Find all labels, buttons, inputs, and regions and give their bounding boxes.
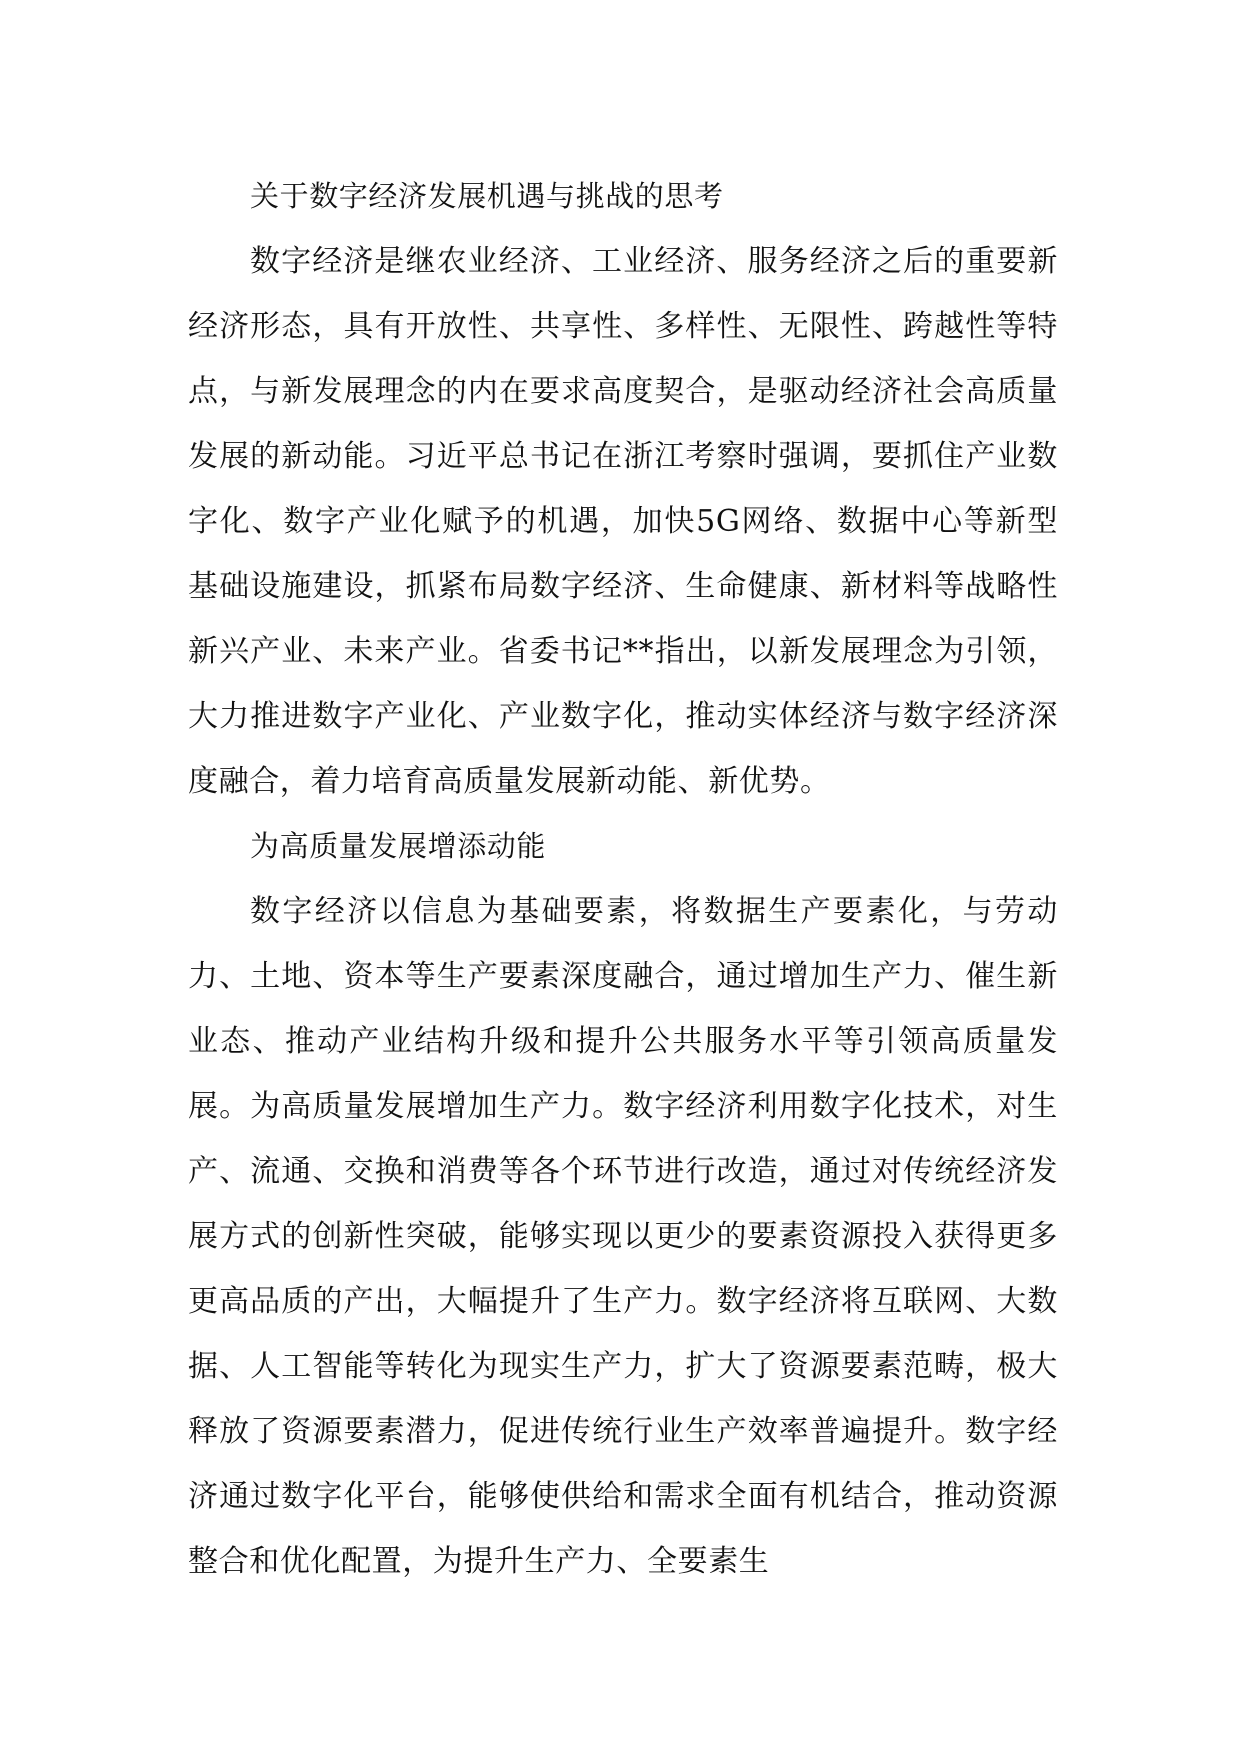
document-title: 关于数字经济发展机遇与挑战的思考 bbox=[250, 179, 724, 213]
document-body bbox=[188, 164, 1058, 1594]
section-heading: 为高质量发展增添动能 bbox=[250, 829, 547, 863]
paragraph-intro: 数字经济是继农业经济、工业经济、服务经济之后的重要新经济形态，具有开放性、共享性、多样性、无限性、跨越性等特点，与新发展理念的内在要求高度契合，是驱动经济社会高质量发展的新动能。习近平总书记在浙江考察时强调，要抓住产业数字化、数字产业化赋予的机遇，加快5G网络、数据中心等新型基础设施建设，抓紧布局数字经济、生命健康、新材料等战略性新兴产业、未来产业。省委书记**指出，以新发展理念为引领，大力推进数字产业化、产业数字化，推动实体经济与数字经济深度融合，着力培育高质量发展新动能、新优势。 bbox=[188, 244, 1058, 799]
paragraph-productivity: 数字经济以信息为基础要素，将数据生产要素化，与劳动力、土地、资本等生产要素深度融合，通过增加生产力、催生新业态、推动产业结构升级和提升公共服务水平等引领高质量发展。为高质量发展增加生产力。数字经济利用数字化技术，对生产、流通、交换和消费等各个环节进行改造，通过对传统经济发展方式的创新性突破，能够实现以更少的要素资源投入获得更多更高品质的产出，大幅提升了生产力。数字经济将互联网、大数据、人工智能等转化为现实生产力，扩大了资源要素范畴，极大释放了资源要素潜力，促进传统行业生产效率普遍提升。数字经济通过数字化平台，能够使供给和需求全面有机结合，推动资源整合和优化配置，为提升生产力、全要素生 bbox=[188, 894, 1058, 1579]
